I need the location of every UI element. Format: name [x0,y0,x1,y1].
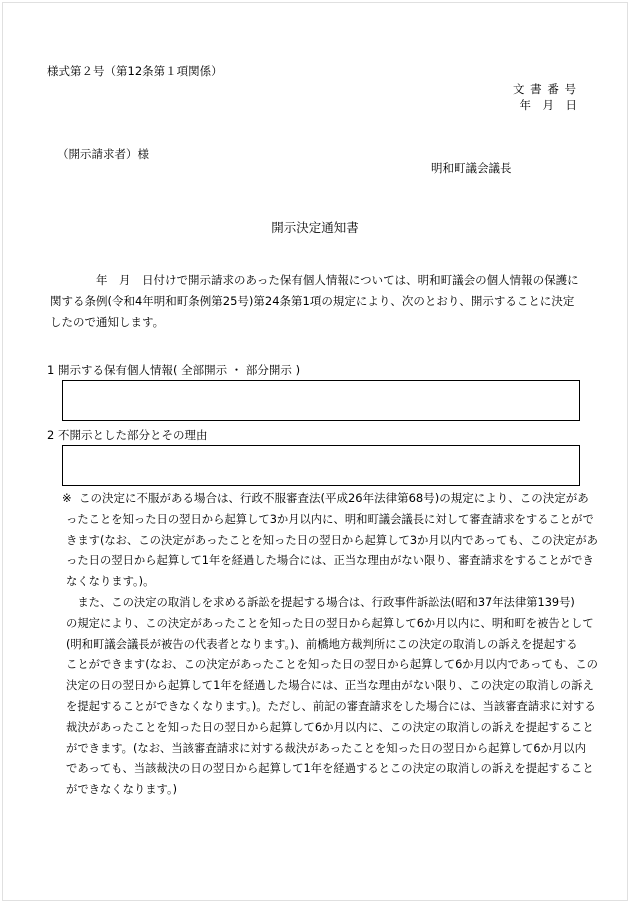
section1-heading: 1 開示する保有個人情報( 全部開示 ・ 部分開示 ) [47,363,301,377]
note2-line: 決定の日の翌日から起算して1年を経過した場合には、正当な理由がない限り、この決定の取消しの訴え [66,678,594,693]
note2-line: を提起することができなくなります。)。ただし、前記の審査請求をした場合には、当該審査請求に対する [66,698,596,713]
note2-line: の規定により、この決定があったことを知った日の翌日から起算して6か月以内に、明和町を被告として [66,615,594,630]
note1-line: ったことを知った日の翌日から起算して3か月以内に、明和町議会議長に対して審査請求をすることがで [66,511,594,526]
intro-line: したので通知します。 [50,314,165,329]
section1-input-box[interactable] [62,380,580,421]
form-label: 様式第２号（第12条第１項関係） [47,64,223,78]
note1-line: きます(なお、この決定があったことを知った日の翌日から起算して3か月以内であっても、この決定があ [66,532,598,547]
note2-line: ことができます(なお、この決定があったことを知った日の翌日から起算して6か月以内であっても、この [66,657,598,672]
note1-continued [66,509,607,592]
note-mark: ※ [62,491,72,505]
note2-line: であっても、当該裁決の日の翌日から起算して1年を経過するとこの決定の取消しの訴えを提起すること [66,761,594,776]
section2-input-box[interactable] [62,445,580,486]
note1-paragraph [79,488,589,509]
section2-heading: 2 不開示とした部分とその理由 [47,428,208,442]
note2-line: ができます。(なお、当該審査請求に対する裁決があったことを知った日の翌日から起算して6か月以内 [66,740,586,755]
document-title: 開示決定通知書 [271,220,359,235]
note2-line: (明和町議会議長が被告の代表者となります。)、前橋地方裁判所にこの決定の取消しの訴えを提起する [66,636,578,651]
note2-paragraph [66,592,607,800]
note1-line: った日の翌日から起算して1年を経過した場合には、正当な理由がない限り、審査請求をすることができ [66,553,594,568]
document-number-label: 文 書 番 号 [513,82,577,96]
note2-line: また、この決定の取消しを求める訴訟を提起する場合は、行政事件訴訟法(昭和37年法律第139号) [66,595,575,609]
intro-paragraph [50,270,590,332]
note2-line: 裁決があったことを知った日の翌日から起算して6か月以内に、この決定の取消しの訴えを提起すること [66,719,594,734]
intro-line: 年 月 日付けで開示請求のあった保有個人情報については、明和町議会の個人情報の保護に [50,273,579,287]
issuer: 明和町議会議長 [431,161,512,175]
intro-line: 関する条例(令和4年明和町条例第25号)第24条第1項の規定により、次のとおり、開示することに決定 [50,293,575,308]
addressee: （開示請求者）様 [57,147,149,161]
note1-line: この決定に不服がある場合は、行政不服審査法(平成26年法律第68号)の規定により、この決定があ [79,491,589,505]
note2-line: ができなくなります。) [66,782,178,797]
date-label: 年 月 日 [519,98,577,112]
note1-line: なくなります。)。 [66,574,155,589]
